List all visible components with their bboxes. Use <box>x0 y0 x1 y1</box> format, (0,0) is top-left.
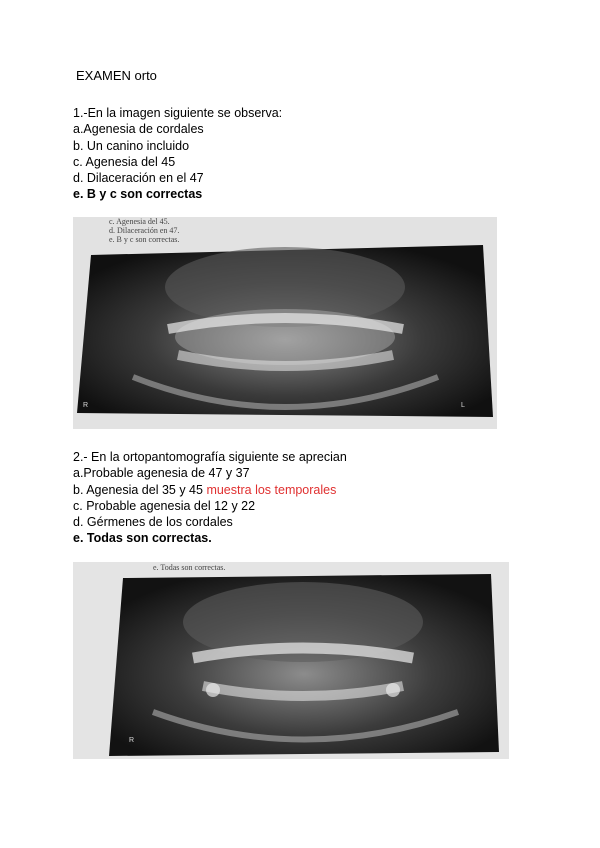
question-1-answer: e. B y c son correctas <box>73 187 203 202</box>
photo-1-mark-l: L <box>461 402 465 409</box>
question-1-option-d: d. Dilaceración en el 47 <box>73 171 204 186</box>
photo-1-line-2: d. Dilaceración en 47. <box>109 226 180 235</box>
question-2-option-a: a.Probable agenesia de 47 y 37 <box>73 466 250 481</box>
question-2 <box>73 449 347 547</box>
question-1 <box>73 105 282 203</box>
photo-1-line-3: e. B y c son correctas. <box>109 235 180 244</box>
photo-2-line-1: e. Todas son correctas. <box>153 563 226 572</box>
question-2-text: 2.- En la ortopantomografía siguiente se aprecian <box>73 450 347 464</box>
photo-2-mark-r: R <box>129 737 135 744</box>
question-1-option-a: a.Agenesia de cordales <box>73 122 204 137</box>
question-2-option-b-note: muestra los temporales <box>206 482 337 497</box>
page-title: EXAMEN orto <box>76 68 157 83</box>
photo-1-line-1: c. Agenesia del 45. <box>109 217 170 226</box>
panoramic-xray-icon <box>73 217 497 429</box>
panoramic-xray-photo-1 <box>73 217 497 429</box>
panoramic-xray-icon <box>73 562 509 759</box>
question-2-option-b <box>73 482 347 498</box>
question-2-option-c: c. Probable agenesia del 12 y 22 <box>73 498 256 513</box>
question-1-option-b: b. Un canino incluido <box>73 138 190 153</box>
question-2-option-b-text: b. Agenesia del 35 y 45 <box>73 482 207 497</box>
panoramic-xray-photo-2 <box>73 562 509 759</box>
question-1-option-c: c. Agenesia del 45 <box>73 154 176 169</box>
question-2-option-d: d. Gérmenes de los cordales <box>73 515 233 530</box>
question-1-text: 1.-En la imagen siguiente se observa: <box>73 106 283 120</box>
photo-1-mark-r: R <box>83 402 89 409</box>
question-2-answer: e. Todas son correctas. <box>73 531 212 546</box>
